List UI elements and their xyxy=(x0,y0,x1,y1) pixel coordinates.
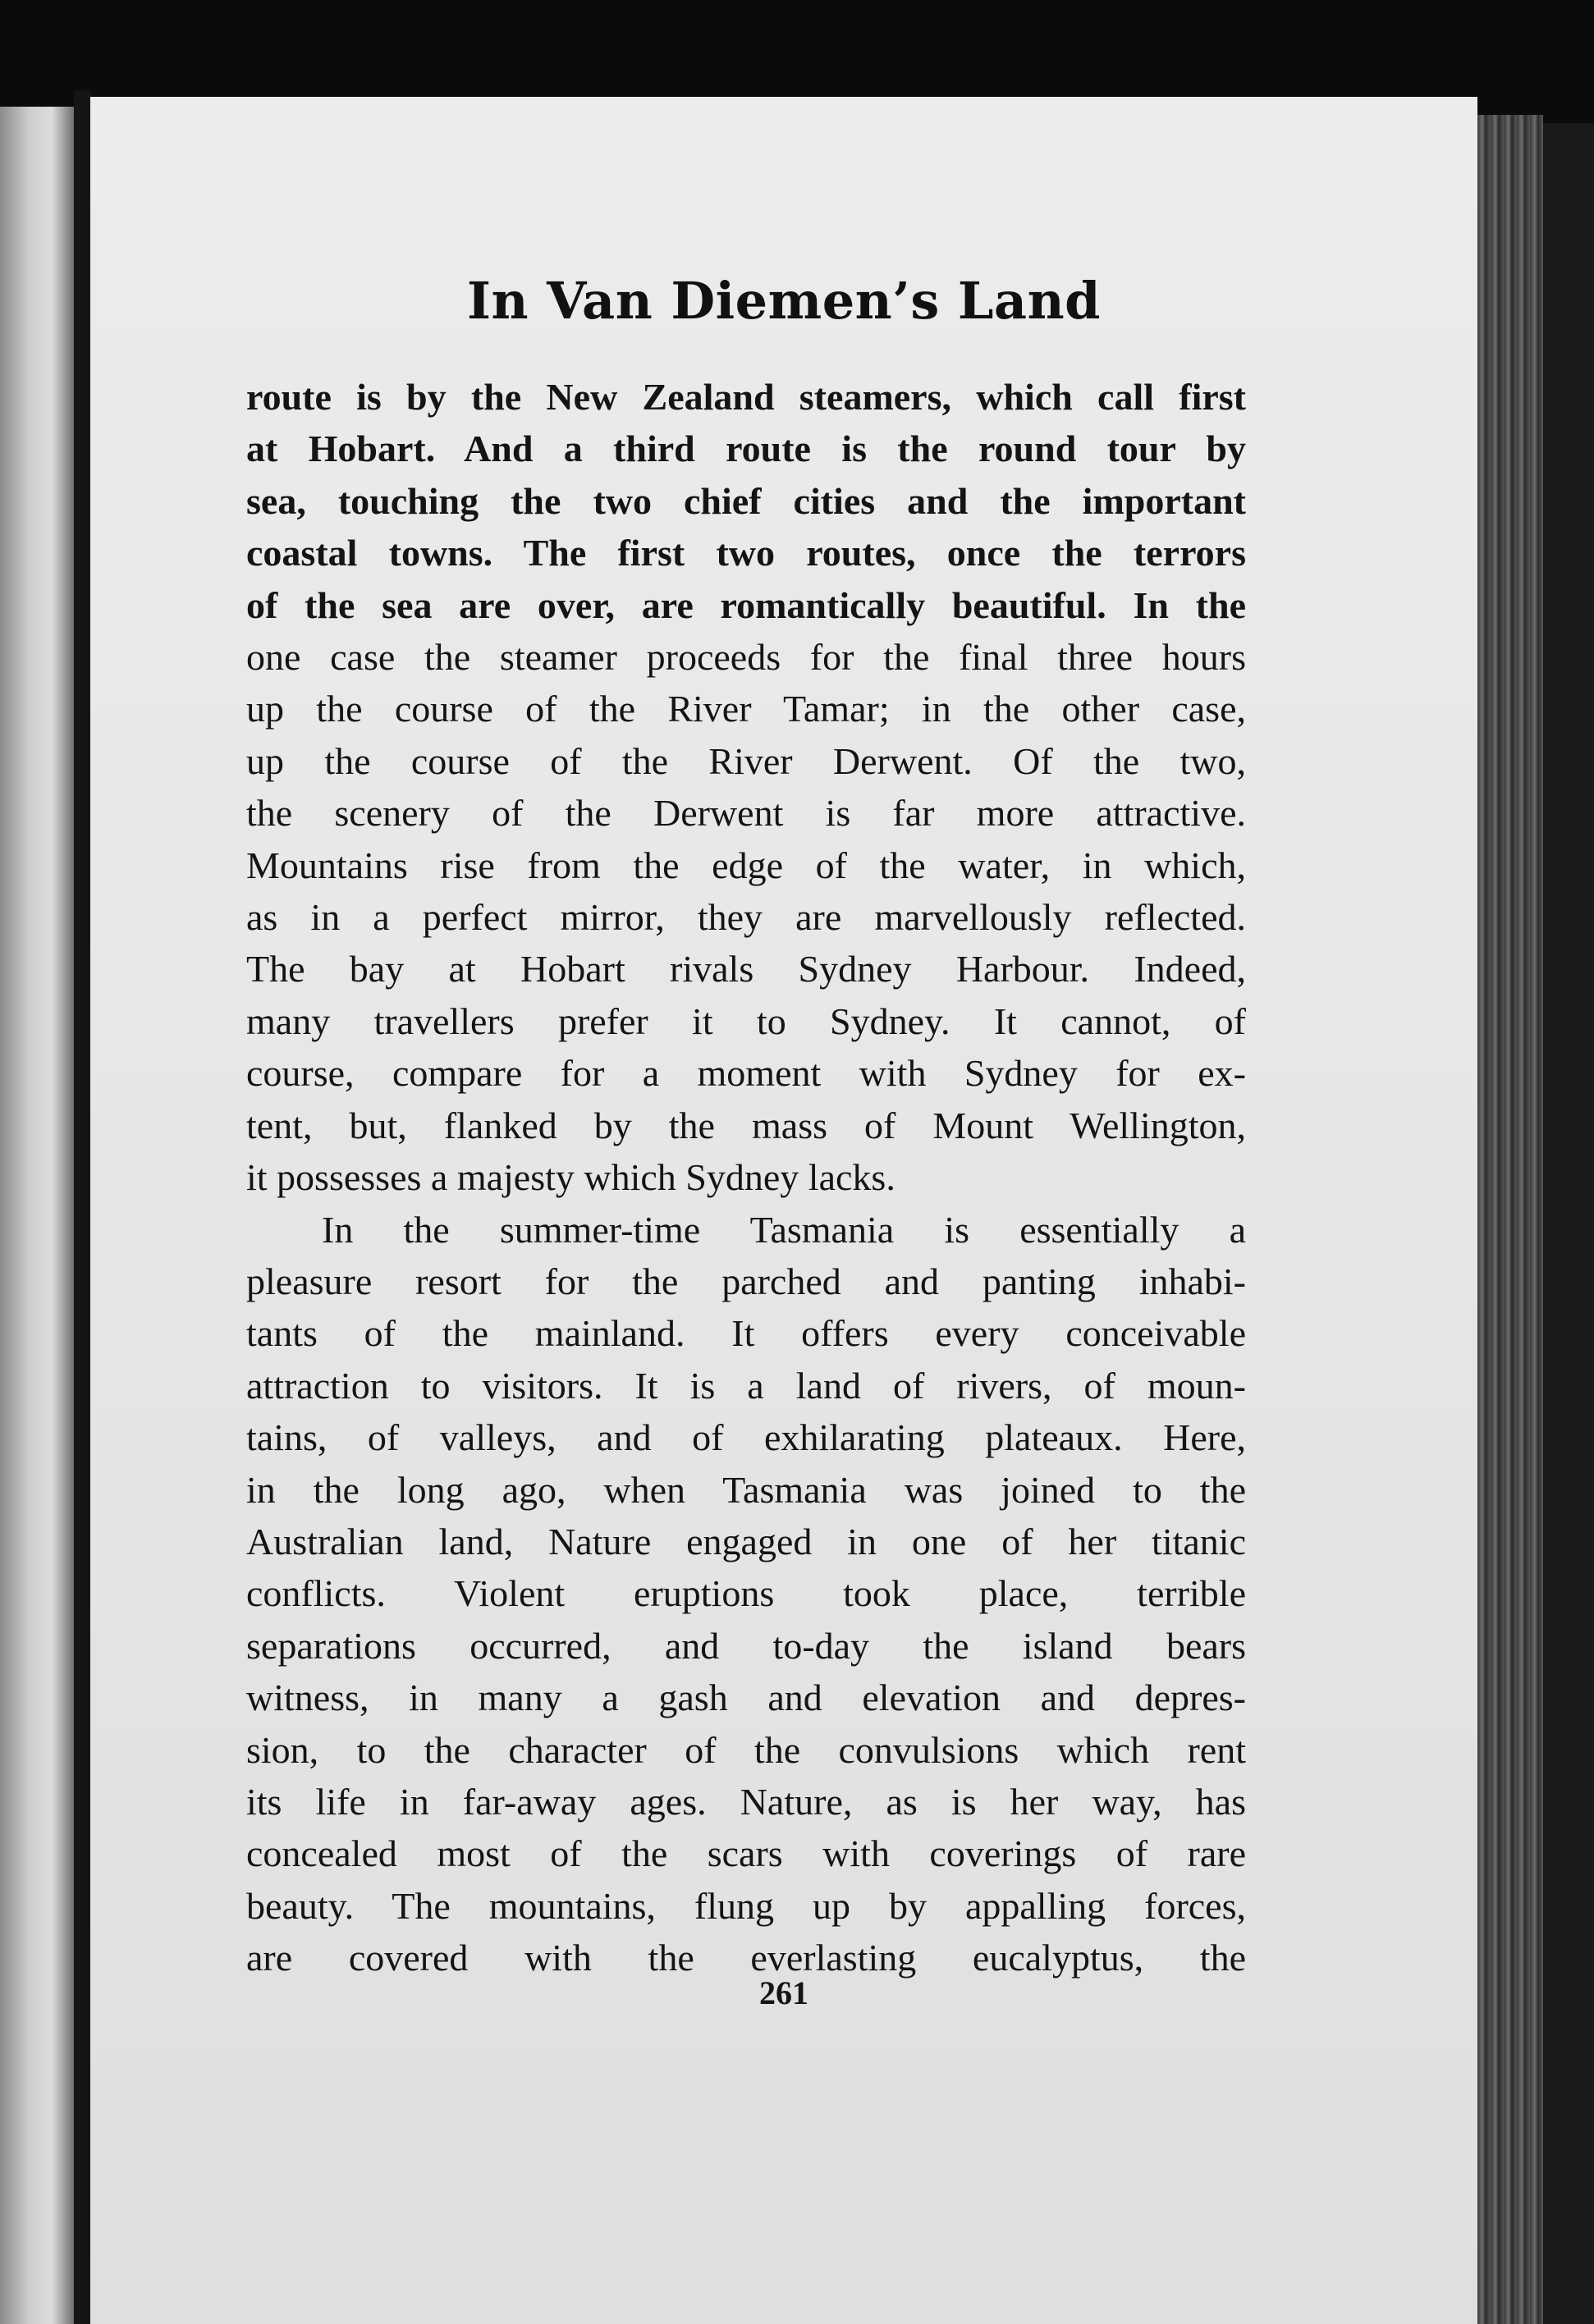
text-line: many travellers prefer it to Sydney. It cannot, of xyxy=(246,1000,1246,1042)
text-line: route is by the New Zealand steamers, which call first xyxy=(246,376,1246,418)
text-line: witness, in many a gash and elevation and depres- xyxy=(246,1677,1246,1719)
text-line: sion, to the character of the convulsions which rent xyxy=(246,1728,1246,1771)
text-line: it possesses a majesty which Sydney lacks. xyxy=(246,1156,895,1199)
text-line: tent, but, flanked by the mass of Mount Wellington, xyxy=(246,1104,1246,1146)
text-line: up the course of the River Derwent. Of the two, xyxy=(246,739,1246,782)
text-line: at Hobart. And a third route is the round tour by xyxy=(246,428,1246,470)
text-line: separations occurred, and to-day the island bears xyxy=(246,1624,1246,1667)
text-line: in the long ago, when Tasmania was joined to the xyxy=(246,1468,1246,1511)
text-line: sea, touching the two chief cities and the important xyxy=(246,479,1246,522)
text-line: Mountains rise from the edge of the water, in which, xyxy=(246,844,1246,886)
text-line: Australian land, Nature engaged in one of her titanic xyxy=(246,1520,1246,1562)
text-line: as in a perfect mirror, they are marvellously reflected. xyxy=(246,896,1246,939)
text-line: coastal towns. The first two routes, once the terrors xyxy=(246,532,1246,574)
text-line: its life in far-away ages. Nature, as is her way, has xyxy=(246,1780,1246,1823)
text-line: up the course of the River Tamar; in the other case, xyxy=(246,688,1246,730)
text-line: are covered with the everlasting eucalyptus, the xyxy=(246,1937,1246,1979)
book-gutter xyxy=(74,90,90,2324)
body-text xyxy=(246,371,1246,1984)
text-line: concealed most of the scars with coverings of rare xyxy=(246,1832,1246,1875)
text-line: of the sea are over, are romantically beautiful. In the xyxy=(246,583,1246,626)
page-block-edge xyxy=(1477,115,1543,2324)
paragraph xyxy=(246,1204,1246,1984)
text-line: tains, of valleys, and of exhilarating plateaux. Here, xyxy=(246,1416,1246,1459)
text-line: The bay at Hobart rivals Sydney Harbour. Indeed, xyxy=(246,948,1246,990)
text-line: tants of the mainland. It offers every conceivable xyxy=(246,1312,1246,1355)
page-number: 261 xyxy=(759,1974,808,2011)
text-line: the scenery of the Derwent is far more attractive. xyxy=(246,792,1246,835)
facing-page-edge xyxy=(0,107,74,2324)
text-line: conflicts. Violent eruptions took place, terrible xyxy=(246,1572,1246,1615)
text-line: beauty. The mountains, flung up by appalling forces, xyxy=(246,1884,1246,1927)
paragraph xyxy=(246,371,1246,1204)
text-line: course, compare for a moment with Sydney for ex- xyxy=(246,1052,1246,1095)
text-line: attraction to visitors. It is a land of rivers, of moun- xyxy=(246,1364,1246,1407)
running-head: In Van Diemen’s Land xyxy=(466,271,1102,331)
text-line: one case the steamer proceeds for the final three hours xyxy=(246,636,1246,679)
text-line: In the summer-time Tasmania is essentially a xyxy=(322,1208,1246,1251)
text-line: pleasure resort for the parched and panting inhabi- xyxy=(246,1260,1246,1302)
scan-border xyxy=(1543,123,1594,2324)
